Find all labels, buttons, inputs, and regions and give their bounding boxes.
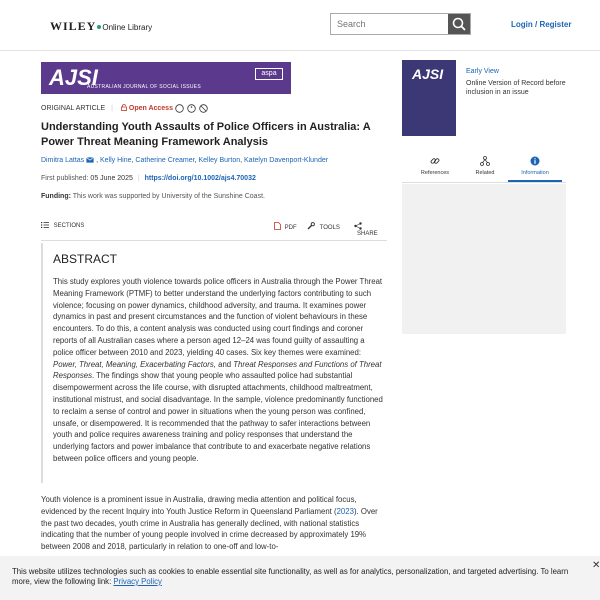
funding-text: This work was supported by University of the Sunshine Coast. [72, 193, 265, 200]
abstract-section [41, 243, 387, 488]
journal-cover-thumbnail[interactable] [402, 60, 456, 136]
search-button[interactable] [448, 14, 470, 34]
logo-wordmark: WILEY [50, 19, 97, 33]
network-icon [480, 156, 490, 166]
early-view-link[interactable]: Early View [466, 68, 499, 75]
share-label: SHARE [357, 231, 378, 237]
close-icon[interactable]: ✕ [592, 560, 600, 571]
cookie-text [12, 567, 590, 587]
tab-label: Information [521, 170, 549, 176]
author-list: Dimitra Lattas , Kelly Hine, Catherine Creamer, Kelley Burton, Katelyn Davenport-Klunder [41, 157, 329, 164]
abstract-text-italic: Power, Threat, Meaning, Exacerbating Factors, [53, 359, 216, 369]
cookie-message: This website utilizes technologies such as cookies to enable essential site functionality, as well as for analytics, personalization, and targeted advertising. To learn more, view the following link: [12, 567, 569, 586]
share-button[interactable] [354, 222, 387, 237]
sections-label: SECTIONS [53, 223, 85, 229]
aspa-badge: aspa [255, 68, 283, 80]
abstract-text-part: . The findings show that young people who assaulted police had substantial disempowerment across the life course, with disrupted attachments, childhood maltreatment, institutional mistrust, and social disadvantage. In the sample, violence predominantly functioned to reclaim a sense of control and power in situations when the young person was confined, unsafe, or disempowered. It is recommended that the pathway to safer interactions between youth and police requires awareness training and policy responses that understand the underlying factors and power imbalance that contribute to and exacerbate negative relations between police officers and young people. [53, 371, 383, 463]
abstract-heading: ABSTRACT [53, 252, 118, 266]
list-icon [41, 222, 49, 228]
site-header [0, 0, 600, 51]
publication-info: First published: 05 June 2025 | https://doi.org/10.1002/ajs4.70032 [41, 175, 256, 182]
cover-title: AJSI [412, 66, 444, 82]
wrench-icon [307, 222, 315, 230]
author-link[interactable]: Katelyn Davenport-Klunder [244, 157, 329, 164]
search-icon [448, 14, 470, 34]
author-link[interactable]: Kelly Hine [100, 157, 132, 164]
first-published-label: First published: [41, 175, 89, 182]
body-text-part: Youth violence is a prominent issue in Australia, drawing media attention and political focus, evidenced by the recent Inquiry into Youth Justice Reform in Queensland Parliament ( [41, 495, 357, 516]
cc-license-icon [175, 104, 209, 113]
sections-button[interactable] [41, 222, 84, 229]
logo-dot-icon [97, 25, 101, 29]
cookie-banner [0, 556, 600, 600]
abstract-text-part: and [215, 359, 234, 369]
article-title: Understanding Youth Assaults of Police Officers in Australia: A Power Threat Meaning Framework Analysis [41, 121, 371, 148]
tab-information[interactable] [508, 150, 562, 182]
email-icon[interactable] [86, 157, 94, 163]
information-panel [402, 184, 566, 334]
funding-info [41, 193, 265, 200]
abstract-text-italic: Threat Responses and Functions of Threat Responses [53, 359, 382, 381]
wiley-logo[interactable] [50, 19, 152, 34]
journal-banner-title: AJSI [49, 65, 98, 90]
citation-link[interactable]: 2023 [336, 506, 354, 516]
author-link[interactable]: Catherine Creamer [135, 157, 195, 164]
tools-label: TOOLS [319, 225, 340, 231]
article-type: ORIGINAL ARTICLE [41, 105, 106, 112]
journal-banner-subtitle: AUSTRALIAN JOURNAL OF SOCIAL ISSUES [87, 84, 202, 90]
login-register-link[interactable]: Login / Register [511, 20, 572, 29]
funding-label: Funding: [41, 193, 71, 200]
logo-subtitle: Online Library [102, 23, 153, 32]
open-access-badge [121, 105, 173, 112]
pdf-icon [274, 222, 281, 230]
first-published-date: 05 June 2025 [90, 175, 133, 182]
tab-label: Related [475, 170, 495, 176]
doi-link[interactable]: https://doi.org/10.1002/ajs4.70032 [144, 175, 256, 182]
info-icon [530, 156, 540, 166]
early-view-description: Online Version of Record before inclusion in an issue [466, 80, 566, 96]
tab-references[interactable] [408, 150, 462, 182]
abstract-rule [41, 243, 43, 483]
author-link[interactable]: Kelley Burton [198, 157, 241, 164]
unlock-icon [121, 104, 127, 111]
article-toolbar [41, 218, 387, 241]
body-text-part: ). Over the past two decades, youth crime in Australia has generally declined, with national statistics indicating that the number of young people involved in crime decreased by approximately 19% between 2008 and 2018, particularly in relation to one-off and low-to- [41, 506, 378, 552]
abstract-text [53, 276, 384, 465]
link-icon [430, 156, 440, 166]
pdf-label: PDF [284, 225, 297, 231]
pdf-button[interactable] [274, 222, 297, 231]
search-box [330, 13, 471, 35]
abstract-text-part: This study explores youth violence towards police officers in Australia through the Power Threat Meaning Framework (PTMF) to better understand the underlying factors contributing to such violence; focusing on power dynamics, childhood adversity, and trauma. It examines power dynamics in past and present circumstances and the function of violent behaviours in these encounters. To do this, a content analysis was conducted using court findings and coroner reports of all Australian cases where a person aged 12–24 was found guilty of assaulting a police officer between 2010 and 2023, yielding 40 cases. Six key themes were examined: [53, 277, 383, 357]
creative-commons-icons[interactable] [175, 104, 209, 115]
body-paragraph [41, 494, 389, 553]
journal-banner[interactable] [41, 62, 291, 94]
tab-related[interactable] [458, 150, 512, 182]
article-meta-row: ORIGINAL ARTICLE | Open Access [41, 105, 173, 112]
search-input[interactable] [331, 14, 449, 34]
open-access-label: Open Access [128, 105, 173, 112]
share-icon [354, 222, 362, 230]
tab-label: References [420, 170, 450, 176]
sidebar-tabs [402, 150, 566, 183]
author-link[interactable]: Dimitra Lattas [41, 157, 85, 164]
tools-button[interactable] [307, 222, 340, 231]
privacy-policy-link[interactable]: Privacy Policy [113, 577, 162, 586]
